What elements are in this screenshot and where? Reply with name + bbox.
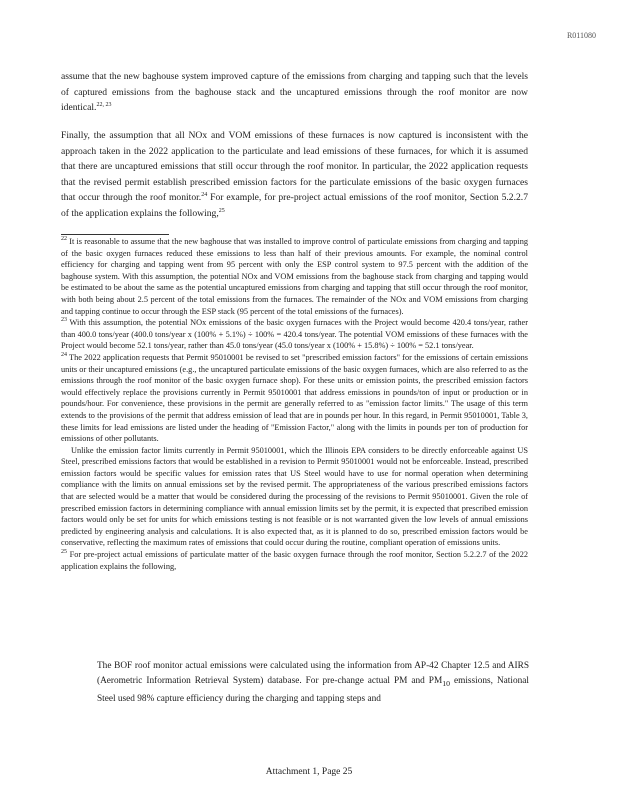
footnote-text: The 2022 application requests that Permit 95010001 be revised to set "prescribed emission factors" for the emissions of certain emissions units or their uncaptured emissions (e.g., the uncaptured particulate emissions of the basic oxygen furnaces, which are also referred to as the emissions through the roof monitor of the basic oxygen furnace shop). For these units or emission points, the prescribed emission factors would effectively replace the provisions currently in Permit 95010001 that address emissions in pounds/ton of input or production or in pounds/hour. For convenience, these provisions in the permit are generally referred to as "emission factor limits." The usage of this term extends to the provisions of the permit that address emission of lead that are in pounds per hour. In this regard, in Permit 95010001, Table 3, these limits for lead emissions are listed under the heading of "Emission Factor," along with the limits in pounds per ton of production for emissions of other pollutants.	[61, 352, 528, 444]
quote-text: emissions, National Steel used 98% capture efficiency during the charging and tapping steps and	[97, 676, 529, 704]
subscript: 10	[442, 679, 450, 689]
paragraph-nox-vom-inconsistency	[61, 128, 528, 222]
footnote-number: 24	[61, 352, 67, 359]
paragraph-text: For example, for pre-project actual emissions of the roof monitor, Section 5.2.2.7 of the application explains the following,	[61, 192, 528, 219]
footnote-text: It is reasonable to assume that the new baghouse that was installed to improve control of particulate emissions from charging and tapping of the basic oxygen furnaces reduced these emissions to less than half of their previous amounts. For example, the nominal control efficiency for charging and tapping went from 95 percent with only the ESP control system to 97.5 percent with the addition of the baghouse system. With this assumption, the potential NOx and VOM emissions from the baghouse stack from charging and tapping would be estimated to be about the same as the potential uncaptured emissions from charging and tapping that still occur through the roof monitor, with both being about 2.5 percent of the total emissions from the furnaces. The remainder of the NOx and VOM emissions from charging and tapping continue to occur through the ESP stack (95 percent of the total emissions of the furnaces).	[61, 237, 528, 316]
footnote-text: With this assumption, the potential NOx emissions of the basic oxygen furnaces with the Project would become 420.4 tons/year, rather than 400.0 tons/year (400.0 tons/year x (100% + 5.1%) ÷ 100% = 420.4 tons/year. The potential VOM emissions of these furnaces with the Project would become 52.1 tons/year, rather than 45.0 tons/year (45.0 tons/year x (100% + 15.8%) ÷ 100% = 52.1 tons/year.	[61, 318, 528, 351]
footnote-reference[interactable]: 22, 23	[96, 102, 112, 108]
quote-text: The BOF roof monitor actual emissions were calculated using the information from AP-42 Chapter 12.5 and AIRS (Aerometric Information Retrieval System) database. For pre-change actual PM and PM	[97, 661, 529, 687]
footnote-22	[61, 236, 528, 317]
page-footer: Attachment 1, Page 25	[265, 767, 353, 777]
footnote-reference[interactable]: 25	[218, 207, 225, 214]
block-quote	[97, 659, 529, 707]
footnote-23	[61, 317, 528, 352]
footnote-reference[interactable]: 24	[201, 192, 208, 199]
footnote-number: 23	[61, 317, 67, 324]
paragraph-text: assume that the new baghouse system improved capture of the emissions from charging and tapping such that the levels of captured emissions from the baghouse stack and the uncaptured emissions through the roof monitor are now identical.	[61, 71, 528, 114]
paragraph-baghouse-assumption	[61, 69, 528, 116]
footnotes-section	[61, 236, 528, 572]
footnote-text: Unlike the emission factor limits currently in Permit 95010001, which the Illinois EPA considers to be directly enforceable against US Steel, prescribed emissions factors that would be established in a revision to Permit 95010001 would not be enforceable. Instead, prescribed emission factors would be specific values for emission rates that US Steel would have to use for normal operation when determining compliance with the limits on annual emissions set by the revised permit. The appropriateness of the various prescribed emissions factors that are selected would be a matter that would be considered during the processing of the revisions to Permit 95010001. Given the role of prescribed emission factors in determining compliance with annual emission limits set by the permit, it is expected that prescribed emission factors would only be set for units for which emissions testing is not feasible or is not warranted given the low levels of annual emissions predicted by engineering analysis and calculations. It is also expected that, as it is planned to do so, prescribed emission factors would be conservative, reflecting the maximum rates of emissions that could occur during the routine, compliant operation of emissions units.	[61, 445, 528, 548]
footnote-24	[61, 352, 528, 445]
document-code: R011080	[566, 31, 596, 40]
footnote-divider	[61, 234, 169, 235]
footnote-number: 25	[61, 549, 67, 556]
footnote-24-continued	[61, 445, 528, 549]
footnote-text: For pre-project actual emissions of particulate matter of the basic oxygen furnace through the roof monitor, Section 5.2.2.7 of the 2022 application explains the following,	[61, 550, 528, 571]
footnote-number: 22	[61, 236, 67, 243]
footnote-25	[61, 549, 528, 572]
paragraph-text: Finally, the assumption that all NOx and VOM emissions of these furnaces is now captured is inconsistent with the approach taken in the 2022 application to the particulate and lead emissions of these furnaces, for which it is assumed that there are uncaptured emissions that still occur through the roof monitor. In particular, the 2022 application requests that the revised permit establish prescribed emission factors for the particulate emissions of the basic oxygen furnaces that occur through the roof monitor.	[61, 130, 528, 204]
